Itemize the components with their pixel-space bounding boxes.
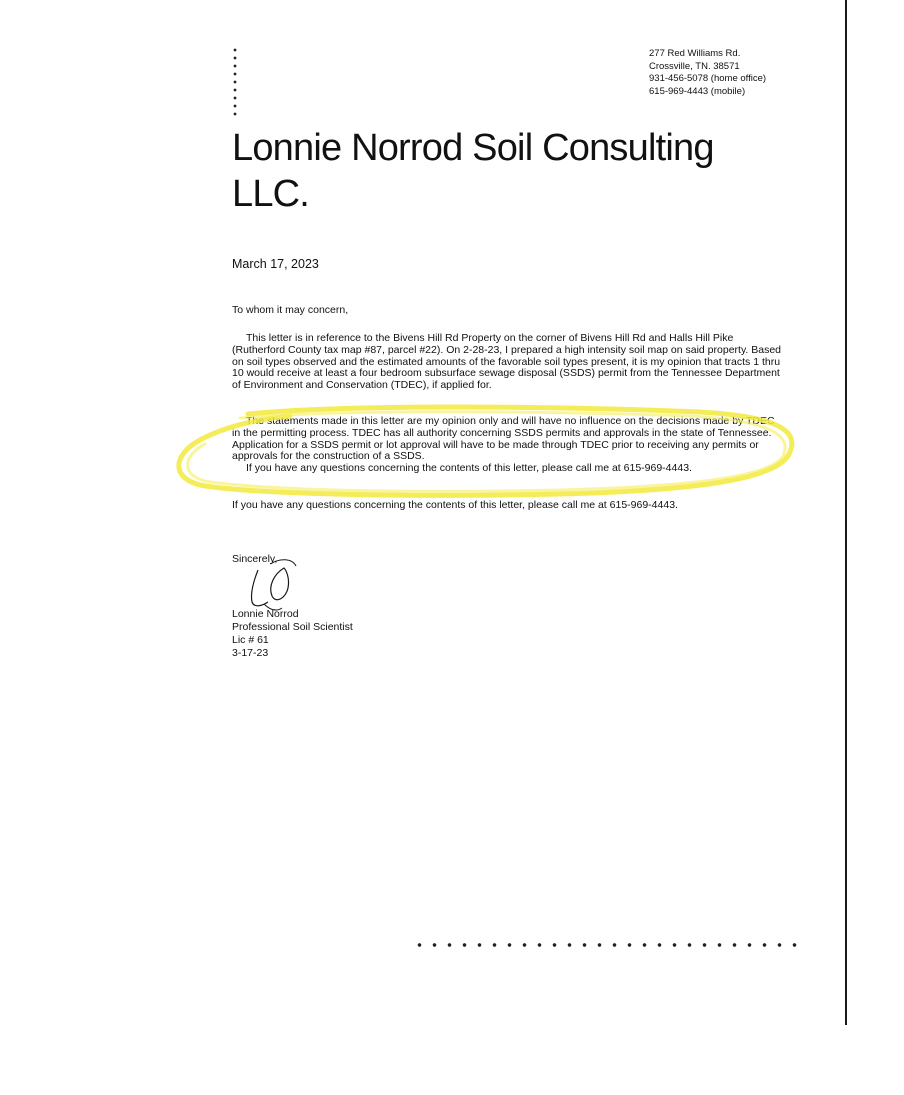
address-home-phone: 931-456-5078 (home office) [649,73,767,84]
company-name-line1: Lonnie Norrod Soil Consulting [232,127,714,169]
signature-block [232,553,353,660]
address-block [649,48,766,98]
contact-line: If you have any questions concerning the contents of this letter, please call me at 615-969-4443. [232,499,678,511]
letter-paragraph-2 [232,416,784,475]
letter-date: March 17, 2023 [232,257,319,271]
address-street: 277 Red Williams Rd. [649,48,741,59]
signer-license: Lic # 61 [232,634,269,646]
address-city: Crossville, TN. 38571 [649,60,740,72]
scan-page-edge [845,0,847,1025]
paragraph-1-text: This letter is in reference to the Bivens Hill Rd Property on the corner of Bivens Hill Rd and Halls Hill Pike (Rutherford County tax map #87, parcel #22). On 2-28-23, I prepared a high intensity soil map on said property. Based on soil types observed and the estimated amounts of the favorable soil types present, it is my opinion that tracts 1 thru 10 would receive at least a four bedroom subsurface sewage disposal (SSDS) permit from the Tennessee Department of Environment and Conservation (TDEC), if applied for. [232,332,782,392]
paragraph-2-text: The statements made in this letter are my opinion only and will have no influence on the decisions made by TDEC in the permitting process. TDEC has all authority concerning SSDS permits and approvals in the state of Tennessee. Application for a SSDS permit or lot approval will have to be made through TDEC prior to receiving any permits or approvals for the construction of a SSDS. [232,415,775,463]
company-name-line2: LLC. [232,173,310,215]
signer-name: Lonnie Norrod [232,608,299,620]
punch-dots-horizontal [412,941,802,949]
punch-dots-vertical [233,46,237,116]
company-name [232,125,792,217]
letter-paragraph-1 [232,333,784,392]
signed-date: 3-17-23 [232,647,269,659]
signer-title: Professional Soil Scientist [232,621,353,633]
closing: Sincerely, [232,553,278,565]
address-mobile-phone: 615-969-4443 (mobile) [649,85,746,97]
letter-salutation: To whom it may concern, [232,304,349,316]
paragraph-2-contact-text: If you have any questions concerning the contents of this letter, please call me at 615-969-4443. [246,462,692,475]
